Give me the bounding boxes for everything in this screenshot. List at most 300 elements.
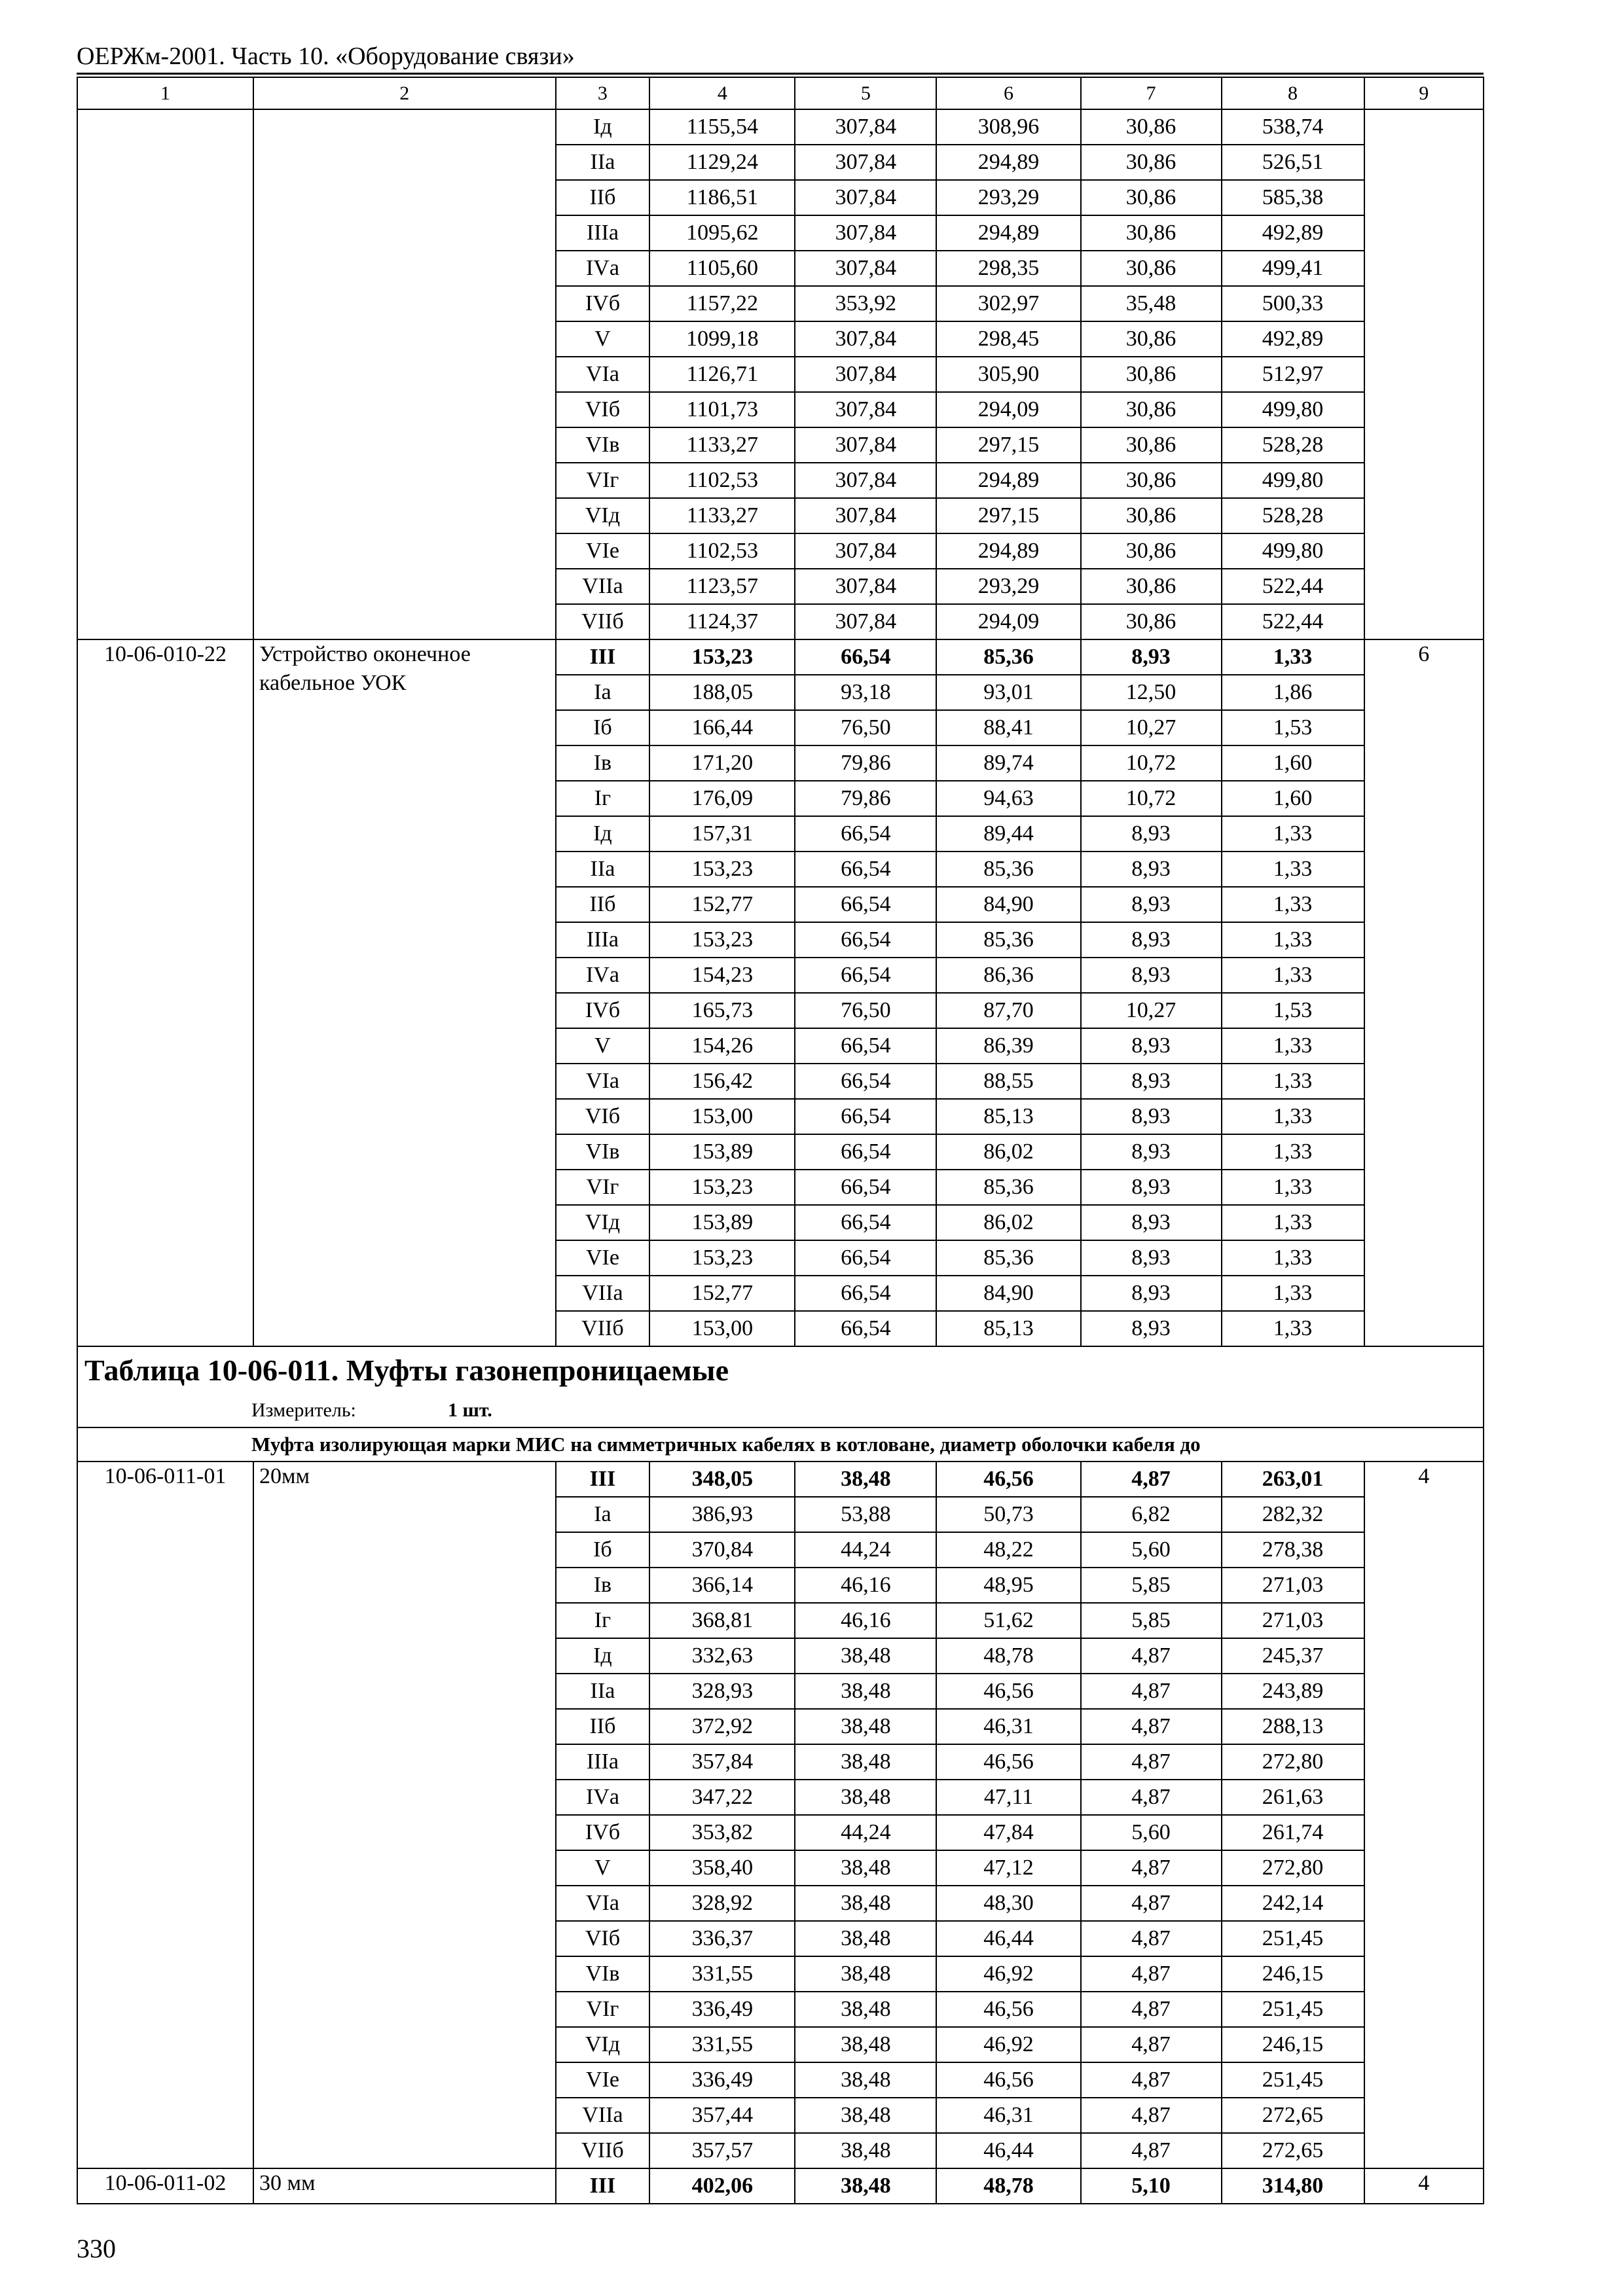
material-cost-cell: 242,14 — [1222, 1886, 1364, 1921]
rate-code — [77, 109, 253, 639]
wage-cost-cell: 66,54 — [795, 1170, 936, 1205]
labor-cell: 4 — [1364, 1462, 1484, 2168]
machine-cost-cell: 93,01 — [936, 675, 1080, 710]
wage-cost-cell: 38,48 — [795, 2098, 936, 2133]
measure-cell — [77, 1394, 1484, 1427]
wage-cost-cell: 38,48 — [795, 1956, 936, 1992]
zone-cell: IIIа — [556, 215, 650, 251]
machine-cost-cell: 50,73 — [936, 1497, 1080, 1532]
column-number: 5 — [795, 77, 936, 109]
machine-cost-cell: 46,56 — [936, 1674, 1080, 1709]
zone-cell: IIа — [556, 145, 650, 180]
zone-cell: V — [556, 1028, 650, 1064]
machine-cost-cell: 46,92 — [936, 2027, 1080, 2062]
machine-cost-cell: 88,55 — [936, 1064, 1080, 1099]
machine-cost-cell: 294,09 — [936, 604, 1080, 639]
total-cost-cell: 1102,53 — [649, 533, 795, 569]
material-cost-cell: 1,33 — [1222, 639, 1364, 675]
total-cost-cell: 1157,22 — [649, 286, 795, 321]
material-cost-cell: 261,63 — [1222, 1780, 1364, 1815]
zone-cell: Iд — [556, 816, 650, 852]
material-cost-cell: 246,15 — [1222, 1956, 1364, 1992]
machine-cost-cell: 46,56 — [936, 1992, 1080, 2027]
zone-cell: Iб — [556, 710, 650, 745]
zone-cell: Iд — [556, 109, 650, 145]
machine-cost-cell: 94,63 — [936, 781, 1080, 816]
column-number: 9 — [1364, 77, 1484, 109]
total-cost-cell: 166,44 — [649, 710, 795, 745]
machine-cost-cell: 297,15 — [936, 498, 1080, 533]
machinist-wage-cell: 8,93 — [1081, 816, 1222, 852]
machinist-wage-cell: 8,93 — [1081, 852, 1222, 887]
zone-cell: IIб — [556, 887, 650, 922]
wage-cost-cell: 307,84 — [795, 604, 936, 639]
machine-cost-cell: 46,44 — [936, 2133, 1080, 2168]
zone-cell: Iв — [556, 745, 650, 781]
total-cost-cell: 154,23 — [649, 958, 795, 993]
machinist-wage-cell: 10,27 — [1081, 710, 1222, 745]
total-cost-cell: 348,05 — [649, 1462, 795, 1497]
material-cost-cell: 526,51 — [1222, 145, 1364, 180]
machine-cost-cell: 48,22 — [936, 1532, 1080, 1568]
machine-cost-cell: 47,84 — [936, 1815, 1080, 1850]
measure-label: Измеритель: — [251, 1399, 356, 1421]
zone-cell: VIа — [556, 357, 650, 392]
machine-cost-cell: 46,31 — [936, 2098, 1080, 2133]
machine-cost-cell: 85,13 — [936, 1099, 1080, 1134]
machine-cost-cell: 46,56 — [936, 1462, 1080, 1497]
machinist-wage-cell: 30,86 — [1081, 180, 1222, 215]
zone-cell: IVб — [556, 286, 650, 321]
material-cost-cell: 500,33 — [1222, 286, 1364, 321]
total-cost-cell: 171,20 — [649, 745, 795, 781]
total-cost-cell: 153,00 — [649, 1099, 795, 1134]
zone-cell: IIб — [556, 180, 650, 215]
wage-cost-cell: 38,48 — [795, 1921, 936, 1956]
machinist-wage-cell: 30,86 — [1081, 569, 1222, 604]
machine-cost-cell: 85,13 — [936, 1311, 1080, 1346]
wage-cost-cell: 307,84 — [795, 533, 936, 569]
material-cost-cell: 1,33 — [1222, 1276, 1364, 1311]
column-number: 6 — [936, 77, 1080, 109]
wage-cost-cell: 38,48 — [795, 1850, 936, 1886]
material-cost-cell: 243,89 — [1222, 1674, 1364, 1709]
wage-cost-cell: 38,48 — [795, 2168, 936, 2204]
zone-cell: VIв — [556, 1956, 650, 1992]
column-number: 4 — [649, 77, 795, 109]
zone-cell: Iа — [556, 1497, 650, 1532]
machinist-wage-cell: 10,27 — [1081, 993, 1222, 1028]
machinist-wage-cell: 30,86 — [1081, 109, 1222, 145]
column-number: 7 — [1081, 77, 1222, 109]
zone-cell: III — [556, 639, 650, 675]
material-cost-cell: 1,53 — [1222, 710, 1364, 745]
material-cost-cell: 246,15 — [1222, 2027, 1364, 2062]
wage-cost-cell: 46,16 — [795, 1603, 936, 1638]
zone-cell: VIб — [556, 392, 650, 427]
total-cost-cell: 370,84 — [649, 1532, 795, 1568]
work-name: 30 мм — [253, 2168, 556, 2204]
total-cost-cell: 154,26 — [649, 1028, 795, 1064]
wage-cost-cell: 66,54 — [795, 1064, 936, 1099]
material-cost-cell: 1,33 — [1222, 958, 1364, 993]
wage-cost-cell: 76,50 — [795, 710, 936, 745]
wage-cost-cell: 66,54 — [795, 1028, 936, 1064]
machinist-wage-cell: 4,87 — [1081, 1744, 1222, 1780]
table-row — [77, 1462, 1484, 1497]
machine-cost-cell: 89,44 — [936, 816, 1080, 852]
material-cost-cell: 492,89 — [1222, 215, 1364, 251]
material-cost-cell: 1,33 — [1222, 1205, 1364, 1240]
work-name: 20мм — [253, 1462, 556, 2168]
total-cost-cell: 328,92 — [649, 1886, 795, 1921]
rate-code: 10-06-011-01 — [77, 1462, 253, 2168]
wage-cost-cell: 66,54 — [795, 1240, 936, 1276]
wage-cost-cell: 53,88 — [795, 1497, 936, 1532]
wage-cost-cell: 38,48 — [795, 1992, 936, 2027]
wage-cost-cell: 38,48 — [795, 2027, 936, 2062]
material-cost-cell: 1,33 — [1222, 1311, 1364, 1346]
material-cost-cell: 1,33 — [1222, 1028, 1364, 1064]
labor-cell: 6 — [1364, 639, 1484, 1346]
wage-cost-cell: 307,84 — [795, 109, 936, 145]
wage-cost-cell: 307,84 — [795, 427, 936, 463]
machine-cost-cell: 293,29 — [936, 180, 1080, 215]
machinist-wage-cell: 30,86 — [1081, 145, 1222, 180]
wage-cost-cell: 38,48 — [795, 1638, 936, 1674]
machinist-wage-cell: 8,93 — [1081, 1311, 1222, 1346]
machinist-wage-cell: 8,93 — [1081, 1170, 1222, 1205]
total-cost-cell: 153,23 — [649, 1240, 795, 1276]
material-cost-cell: 314,80 — [1222, 2168, 1364, 2204]
material-cost-cell: 1,33 — [1222, 852, 1364, 887]
material-cost-cell: 251,45 — [1222, 1992, 1364, 2027]
material-cost-cell: 522,44 — [1222, 604, 1364, 639]
wage-cost-cell: 66,54 — [795, 958, 936, 993]
material-cost-cell: 1,33 — [1222, 922, 1364, 958]
machine-cost-cell: 89,74 — [936, 745, 1080, 781]
price-table — [77, 77, 1484, 2204]
machine-cost-cell: 85,36 — [936, 852, 1080, 887]
wage-cost-cell: 38,48 — [795, 2133, 936, 2168]
machine-cost-cell: 88,41 — [936, 710, 1080, 745]
machinist-wage-cell: 8,93 — [1081, 639, 1222, 675]
total-cost-cell: 331,55 — [649, 2027, 795, 2062]
total-cost-cell: 153,89 — [649, 1205, 795, 1240]
machinist-wage-cell: 5,60 — [1081, 1532, 1222, 1568]
total-cost-cell: 1126,71 — [649, 357, 795, 392]
total-cost-cell: 188,05 — [649, 675, 795, 710]
zone-cell: VIIб — [556, 1311, 650, 1346]
machinist-wage-cell: 8,93 — [1081, 1240, 1222, 1276]
machine-cost-cell: 86,02 — [936, 1205, 1080, 1240]
zone-cell: VIг — [556, 1992, 650, 2027]
machine-cost-cell: 48,30 — [936, 1886, 1080, 1921]
zone-cell: VIд — [556, 2027, 650, 2062]
wage-cost-cell: 66,54 — [795, 639, 936, 675]
machinist-wage-cell: 30,86 — [1081, 321, 1222, 357]
material-cost-cell: 271,03 — [1222, 1568, 1364, 1603]
zone-cell: VIIа — [556, 2098, 650, 2133]
machine-cost-cell: 294,89 — [936, 215, 1080, 251]
wage-cost-cell: 38,48 — [795, 1462, 936, 1497]
zone-cell: VIа — [556, 1064, 650, 1099]
machinist-wage-cell: 4,87 — [1081, 2133, 1222, 2168]
machinist-wage-cell: 5,85 — [1081, 1568, 1222, 1603]
wage-cost-cell: 38,48 — [795, 1780, 936, 1815]
machinist-wage-cell: 4,87 — [1081, 1850, 1222, 1886]
zone-cell: III — [556, 2168, 650, 2204]
material-cost-cell: 271,03 — [1222, 1603, 1364, 1638]
material-cost-cell: 492,89 — [1222, 321, 1364, 357]
zone-cell: III — [556, 1462, 650, 1497]
machinist-wage-cell: 8,93 — [1081, 1205, 1222, 1240]
table-row — [77, 2168, 1484, 2204]
zone-cell: VIа — [556, 1886, 650, 1921]
machine-cost-cell: 294,09 — [936, 392, 1080, 427]
material-cost-cell: 245,37 — [1222, 1638, 1364, 1674]
column-number: 3 — [556, 77, 650, 109]
zone-cell: VIе — [556, 2062, 650, 2098]
machinist-wage-cell: 10,72 — [1081, 781, 1222, 816]
zone-cell: IIIа — [556, 1744, 650, 1780]
machinist-wage-cell: 30,86 — [1081, 215, 1222, 251]
machinist-wage-cell: 5,60 — [1081, 1815, 1222, 1850]
machine-cost-cell: 48,78 — [936, 2168, 1080, 2204]
zone-cell: VIIа — [556, 1276, 650, 1311]
machine-cost-cell: 85,36 — [936, 639, 1080, 675]
wage-cost-cell: 353,92 — [795, 286, 936, 321]
machinist-wage-cell: 4,87 — [1081, 1638, 1222, 1674]
zone-cell: IIа — [556, 852, 650, 887]
wage-cost-cell: 307,84 — [795, 357, 936, 392]
wage-cost-cell: 307,84 — [795, 180, 936, 215]
zone-cell: Iг — [556, 781, 650, 816]
machine-cost-cell: 46,31 — [936, 1709, 1080, 1744]
machinist-wage-cell: 30,86 — [1081, 498, 1222, 533]
wage-cost-cell: 307,84 — [795, 569, 936, 604]
wage-cost-cell: 46,16 — [795, 1568, 936, 1603]
wage-cost-cell: 38,48 — [795, 1709, 936, 1744]
machine-cost-cell: 85,36 — [936, 922, 1080, 958]
machine-cost-cell: 46,56 — [936, 2062, 1080, 2098]
column-number: 2 — [253, 77, 556, 109]
zone-cell: IIIа — [556, 922, 650, 958]
machinist-wage-cell: 4,87 — [1081, 1992, 1222, 2027]
machinist-wage-cell: 30,86 — [1081, 463, 1222, 498]
zone-cell: IVа — [556, 1780, 650, 1815]
total-cost-cell: 1095,62 — [649, 215, 795, 251]
zone-cell: IVа — [556, 251, 650, 286]
column-number: 8 — [1222, 77, 1364, 109]
total-cost-cell: 336,37 — [649, 1921, 795, 1956]
machinist-wage-cell: 4,87 — [1081, 1780, 1222, 1815]
total-cost-cell: 176,09 — [649, 781, 795, 816]
zone-cell: IIа — [556, 1674, 650, 1709]
machinist-wage-cell: 30,86 — [1081, 251, 1222, 286]
machinist-wage-cell: 30,86 — [1081, 427, 1222, 463]
zone-cell: VIIа — [556, 569, 650, 604]
wage-cost-cell: 66,54 — [795, 1099, 936, 1134]
total-cost-cell: 1186,51 — [649, 180, 795, 215]
machinist-wage-cell: 4,87 — [1081, 1462, 1222, 1497]
wage-cost-cell: 66,54 — [795, 1311, 936, 1346]
total-cost-cell: 153,00 — [649, 1311, 795, 1346]
total-cost-cell: 402,06 — [649, 2168, 795, 2204]
wage-cost-cell: 66,54 — [795, 852, 936, 887]
wage-cost-cell: 79,86 — [795, 745, 936, 781]
machinist-wage-cell: 35,48 — [1081, 286, 1222, 321]
zone-cell: VIIб — [556, 604, 650, 639]
zone-cell: Iд — [556, 1638, 650, 1674]
material-cost-cell: 528,28 — [1222, 498, 1364, 533]
machine-cost-cell: 47,11 — [936, 1780, 1080, 1815]
total-cost-cell: 357,84 — [649, 1744, 795, 1780]
group-subtitle-row — [77, 1427, 1484, 1462]
machinist-wage-cell: 4,87 — [1081, 1921, 1222, 1956]
material-cost-cell: 499,80 — [1222, 463, 1364, 498]
machine-cost-cell: 48,95 — [936, 1568, 1080, 1603]
machine-cost-cell: 86,36 — [936, 958, 1080, 993]
wage-cost-cell: 44,24 — [795, 1532, 936, 1568]
total-cost-cell: 153,23 — [649, 922, 795, 958]
material-cost-cell: 1,33 — [1222, 1064, 1364, 1099]
total-cost-cell: 347,22 — [649, 1780, 795, 1815]
machine-cost-cell: 85,36 — [936, 1240, 1080, 1276]
machinist-wage-cell: 8,93 — [1081, 1064, 1222, 1099]
total-cost-cell: 153,23 — [649, 852, 795, 887]
machine-cost-cell: 46,44 — [936, 1921, 1080, 1956]
machinist-wage-cell: 30,86 — [1081, 357, 1222, 392]
zone-cell: Iг — [556, 1603, 650, 1638]
material-cost-cell: 278,38 — [1222, 1532, 1364, 1568]
machine-cost-cell: 298,35 — [936, 251, 1080, 286]
machine-cost-cell: 47,12 — [936, 1850, 1080, 1886]
material-cost-cell: 272,65 — [1222, 2098, 1364, 2133]
zone-cell: IVа — [556, 958, 650, 993]
machine-cost-cell: 85,36 — [936, 1170, 1080, 1205]
rate-code: 10-06-011-02 — [77, 2168, 253, 2204]
total-cost-cell: 357,57 — [649, 2133, 795, 2168]
total-cost-cell: 153,23 — [649, 639, 795, 675]
machine-cost-cell: 294,89 — [936, 533, 1080, 569]
machine-cost-cell: 294,89 — [936, 145, 1080, 180]
total-cost-cell: 152,77 — [649, 1276, 795, 1311]
column-number-row — [77, 77, 1484, 109]
material-cost-cell: 538,74 — [1222, 109, 1364, 145]
zone-cell: V — [556, 1850, 650, 1886]
total-cost-cell: 1133,27 — [649, 498, 795, 533]
total-cost-cell: 1105,60 — [649, 251, 795, 286]
labor-cell — [1364, 109, 1484, 639]
header-rule — [77, 73, 1484, 75]
total-cost-cell: 328,93 — [649, 1674, 795, 1709]
zone-cell: VIв — [556, 427, 650, 463]
total-cost-cell: 1155,54 — [649, 109, 795, 145]
zone-cell: IVб — [556, 1815, 650, 1850]
machinist-wage-cell: 8,93 — [1081, 1276, 1222, 1311]
table-body — [77, 77, 1484, 2204]
wage-cost-cell: 76,50 — [795, 993, 936, 1028]
machinist-wage-cell: 4,87 — [1081, 1674, 1222, 1709]
material-cost-cell: 528,28 — [1222, 427, 1364, 463]
zone-cell: VIд — [556, 1205, 650, 1240]
machinist-wage-cell: 4,87 — [1081, 1709, 1222, 1744]
zone-cell: VIг — [556, 1170, 650, 1205]
machinist-wage-cell: 8,93 — [1081, 887, 1222, 922]
machinist-wage-cell: 8,93 — [1081, 1028, 1222, 1064]
zone-cell: VIIб — [556, 2133, 650, 2168]
wage-cost-cell: 66,54 — [795, 922, 936, 958]
total-cost-cell: 153,89 — [649, 1134, 795, 1170]
page-number: 330 — [77, 2234, 116, 2263]
material-cost-cell: 1,60 — [1222, 745, 1364, 781]
material-cost-cell: 1,33 — [1222, 1134, 1364, 1170]
total-cost-cell: 331,55 — [649, 1956, 795, 1992]
wage-cost-cell: 66,54 — [795, 887, 936, 922]
wage-cost-cell: 66,54 — [795, 1134, 936, 1170]
total-cost-cell: 332,63 — [649, 1638, 795, 1674]
zone-cell: Iа — [556, 675, 650, 710]
total-cost-cell: 353,82 — [649, 1815, 795, 1850]
machine-cost-cell: 48,78 — [936, 1638, 1080, 1674]
machinist-wage-cell: 30,86 — [1081, 604, 1222, 639]
wage-cost-cell: 307,84 — [795, 392, 936, 427]
material-cost-cell: 1,33 — [1222, 1170, 1364, 1205]
machinist-wage-cell: 8,93 — [1081, 1134, 1222, 1170]
machine-cost-cell: 302,97 — [936, 286, 1080, 321]
material-cost-cell: 1,33 — [1222, 1240, 1364, 1276]
total-cost-cell: 336,49 — [649, 1992, 795, 2027]
total-cost-cell: 152,77 — [649, 887, 795, 922]
group-subtitle: Муфта изолирующая марки МИС на симметричных кабелях в котловане, диаметр оболочки кабеля до — [77, 1427, 1484, 1462]
material-cost-cell: 1,33 — [1222, 816, 1364, 852]
material-cost-cell: 1,33 — [1222, 1099, 1364, 1134]
material-cost-cell: 499,41 — [1222, 251, 1364, 286]
wage-cost-cell: 307,84 — [795, 321, 936, 357]
machinist-wage-cell: 4,87 — [1081, 2098, 1222, 2133]
zone-cell: VIе — [556, 1240, 650, 1276]
machinist-wage-cell: 12,50 — [1081, 675, 1222, 710]
machinist-wage-cell: 8,93 — [1081, 958, 1222, 993]
total-cost-cell: 156,42 — [649, 1064, 795, 1099]
machinist-wage-cell: 30,86 — [1081, 392, 1222, 427]
machine-cost-cell: 294,89 — [936, 463, 1080, 498]
wage-cost-cell: 307,84 — [795, 145, 936, 180]
machinist-wage-cell: 10,72 — [1081, 745, 1222, 781]
machinist-wage-cell: 5,10 — [1081, 2168, 1222, 2204]
material-cost-cell: 251,45 — [1222, 1921, 1364, 1956]
table-title-row — [77, 1346, 1484, 1394]
zone-cell: VIб — [556, 1921, 650, 1956]
machinist-wage-cell: 4,87 — [1081, 1956, 1222, 1992]
zone-cell: VIв — [556, 1134, 650, 1170]
zone-cell: VIб — [556, 1099, 650, 1134]
total-cost-cell: 372,92 — [649, 1709, 795, 1744]
total-cost-cell: 336,49 — [649, 2062, 795, 2098]
total-cost-cell: 1123,57 — [649, 569, 795, 604]
work-name — [253, 109, 556, 639]
material-cost-cell: 282,32 — [1222, 1497, 1364, 1532]
rate-code: 10-06-010-22 — [77, 639, 253, 1346]
material-cost-cell: 585,38 — [1222, 180, 1364, 215]
material-cost-cell: 1,33 — [1222, 887, 1364, 922]
machine-cost-cell: 84,90 — [936, 1276, 1080, 1311]
machine-cost-cell: 308,96 — [936, 109, 1080, 145]
material-cost-cell: 261,74 — [1222, 1815, 1364, 1850]
zone-cell: Iв — [556, 1568, 650, 1603]
wage-cost-cell: 307,84 — [795, 498, 936, 533]
